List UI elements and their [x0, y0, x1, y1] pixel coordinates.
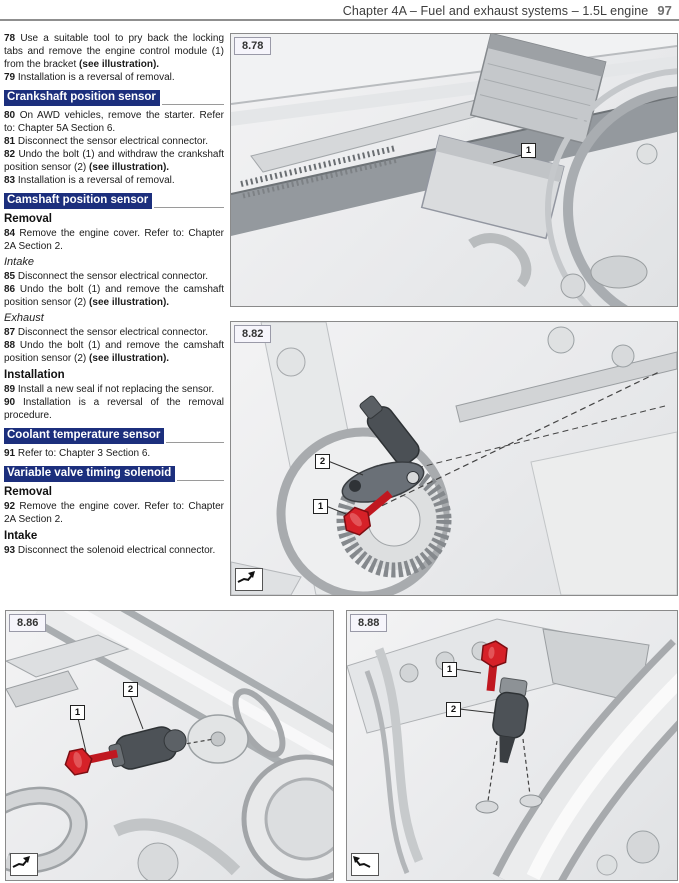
intake-cam-sensor-illustration [6, 611, 333, 880]
subheading-removal: Removal [4, 213, 52, 225]
page-header [343, 3, 672, 18]
callout-2: 2 [123, 682, 138, 697]
step-80: 80 On AWD vehicles, remove the starter. Refer to: Chapter 5A Section 6. [4, 110, 225, 134]
subheading-installation: Installation [4, 369, 65, 381]
crankshaft-sensor-illustration [231, 322, 677, 595]
subheading-exhaust: Exhaust [4, 312, 44, 324]
figure-8-78 [230, 33, 678, 307]
callout-1: 1 [442, 662, 457, 677]
step-93: 93 Disconnect the solenoid electrical connector. [4, 545, 216, 556]
step-87: 87 Disconnect the sensor electrical connector. [4, 327, 209, 338]
section-heading-crankshaft-position-sensor: Crankshaft position sensor [4, 90, 224, 106]
front-of-vehicle-arrow-icon [235, 568, 263, 591]
figure-8-88 [346, 610, 678, 881]
section-heading-camshaft-position-sensor: Camshaft position sensor [4, 193, 224, 209]
header-divider [0, 19, 679, 21]
step-89: 89 Install a new seal if not replacing the sensor. [4, 384, 215, 395]
step-84: 84 Remove the engine cover. Refer to: Chapter 2A Section 2. [4, 228, 225, 252]
section-heading-variable-valve-timing-solenoid: Variable valve timing solenoid [4, 466, 224, 482]
step-79: 79 Installation is a reversal of removal. [4, 72, 175, 83]
callout-1: 1 [70, 705, 85, 720]
step-83: 83 Installation is a reversal of removal. [4, 175, 175, 186]
page-number: 97 [657, 3, 672, 18]
step-81: 81 Disconnect the sensor electrical connector. [4, 136, 209, 147]
front-of-vehicle-arrow-icon [10, 853, 38, 876]
subheading-intake-2: Intake [4, 530, 38, 542]
front-of-vehicle-arrow-icon [351, 853, 379, 876]
engine-bay-illustration [231, 34, 677, 306]
chapter-title: Chapter 4A – Fuel and exhaust systems – 1.5L engine [342, 4, 649, 18]
subheading-removal-2: Removal [4, 486, 52, 498]
figure-label: 8.88 [350, 614, 387, 632]
subheading-intake: Intake [4, 256, 34, 268]
figure-8-82 [230, 321, 678, 596]
figure-label: 8.78 [234, 37, 271, 55]
step-85: 85 Disconnect the sensor electrical connector. [4, 271, 209, 282]
step-86: 86 Undo the bolt (1) and remove the camshaft position sensor (2) (see illustration). [4, 284, 224, 308]
figure-label: 8.82 [234, 325, 271, 343]
section-heading-coolant-temperature-sensor: Coolant temperature sensor [4, 428, 224, 444]
callout-2: 2 [446, 702, 461, 717]
callout-1: 1 [313, 499, 328, 514]
step-91: 91 Refer to: Chapter 3 Section 6. [4, 448, 151, 459]
text-column [4, 32, 224, 557]
step-88: 88 Undo the bolt (1) and remove the camshaft position sensor (2) (see illustration). [4, 340, 224, 364]
step-82: 82 Undo the bolt (1) and withdraw the crankshaft position sensor (2) (see illustration). [4, 149, 225, 173]
callout-2: 2 [315, 454, 330, 469]
step-92: 92 Remove the engine cover. Refer to: Chapter 2A Section 2. [4, 501, 225, 525]
figure-8-86 [5, 610, 334, 881]
step-78: 78 Use a suitable tool to pry back the locking tabs and remove the engine control module (1) from the bracket (see illustration). [4, 33, 225, 70]
exhaust-cam-sensor-illustration [347, 611, 677, 880]
step-90: 90 Installation is a reversal of the removal procedure. [4, 397, 224, 421]
callout-1: 1 [521, 143, 536, 158]
figure-label: 8.86 [9, 614, 46, 632]
